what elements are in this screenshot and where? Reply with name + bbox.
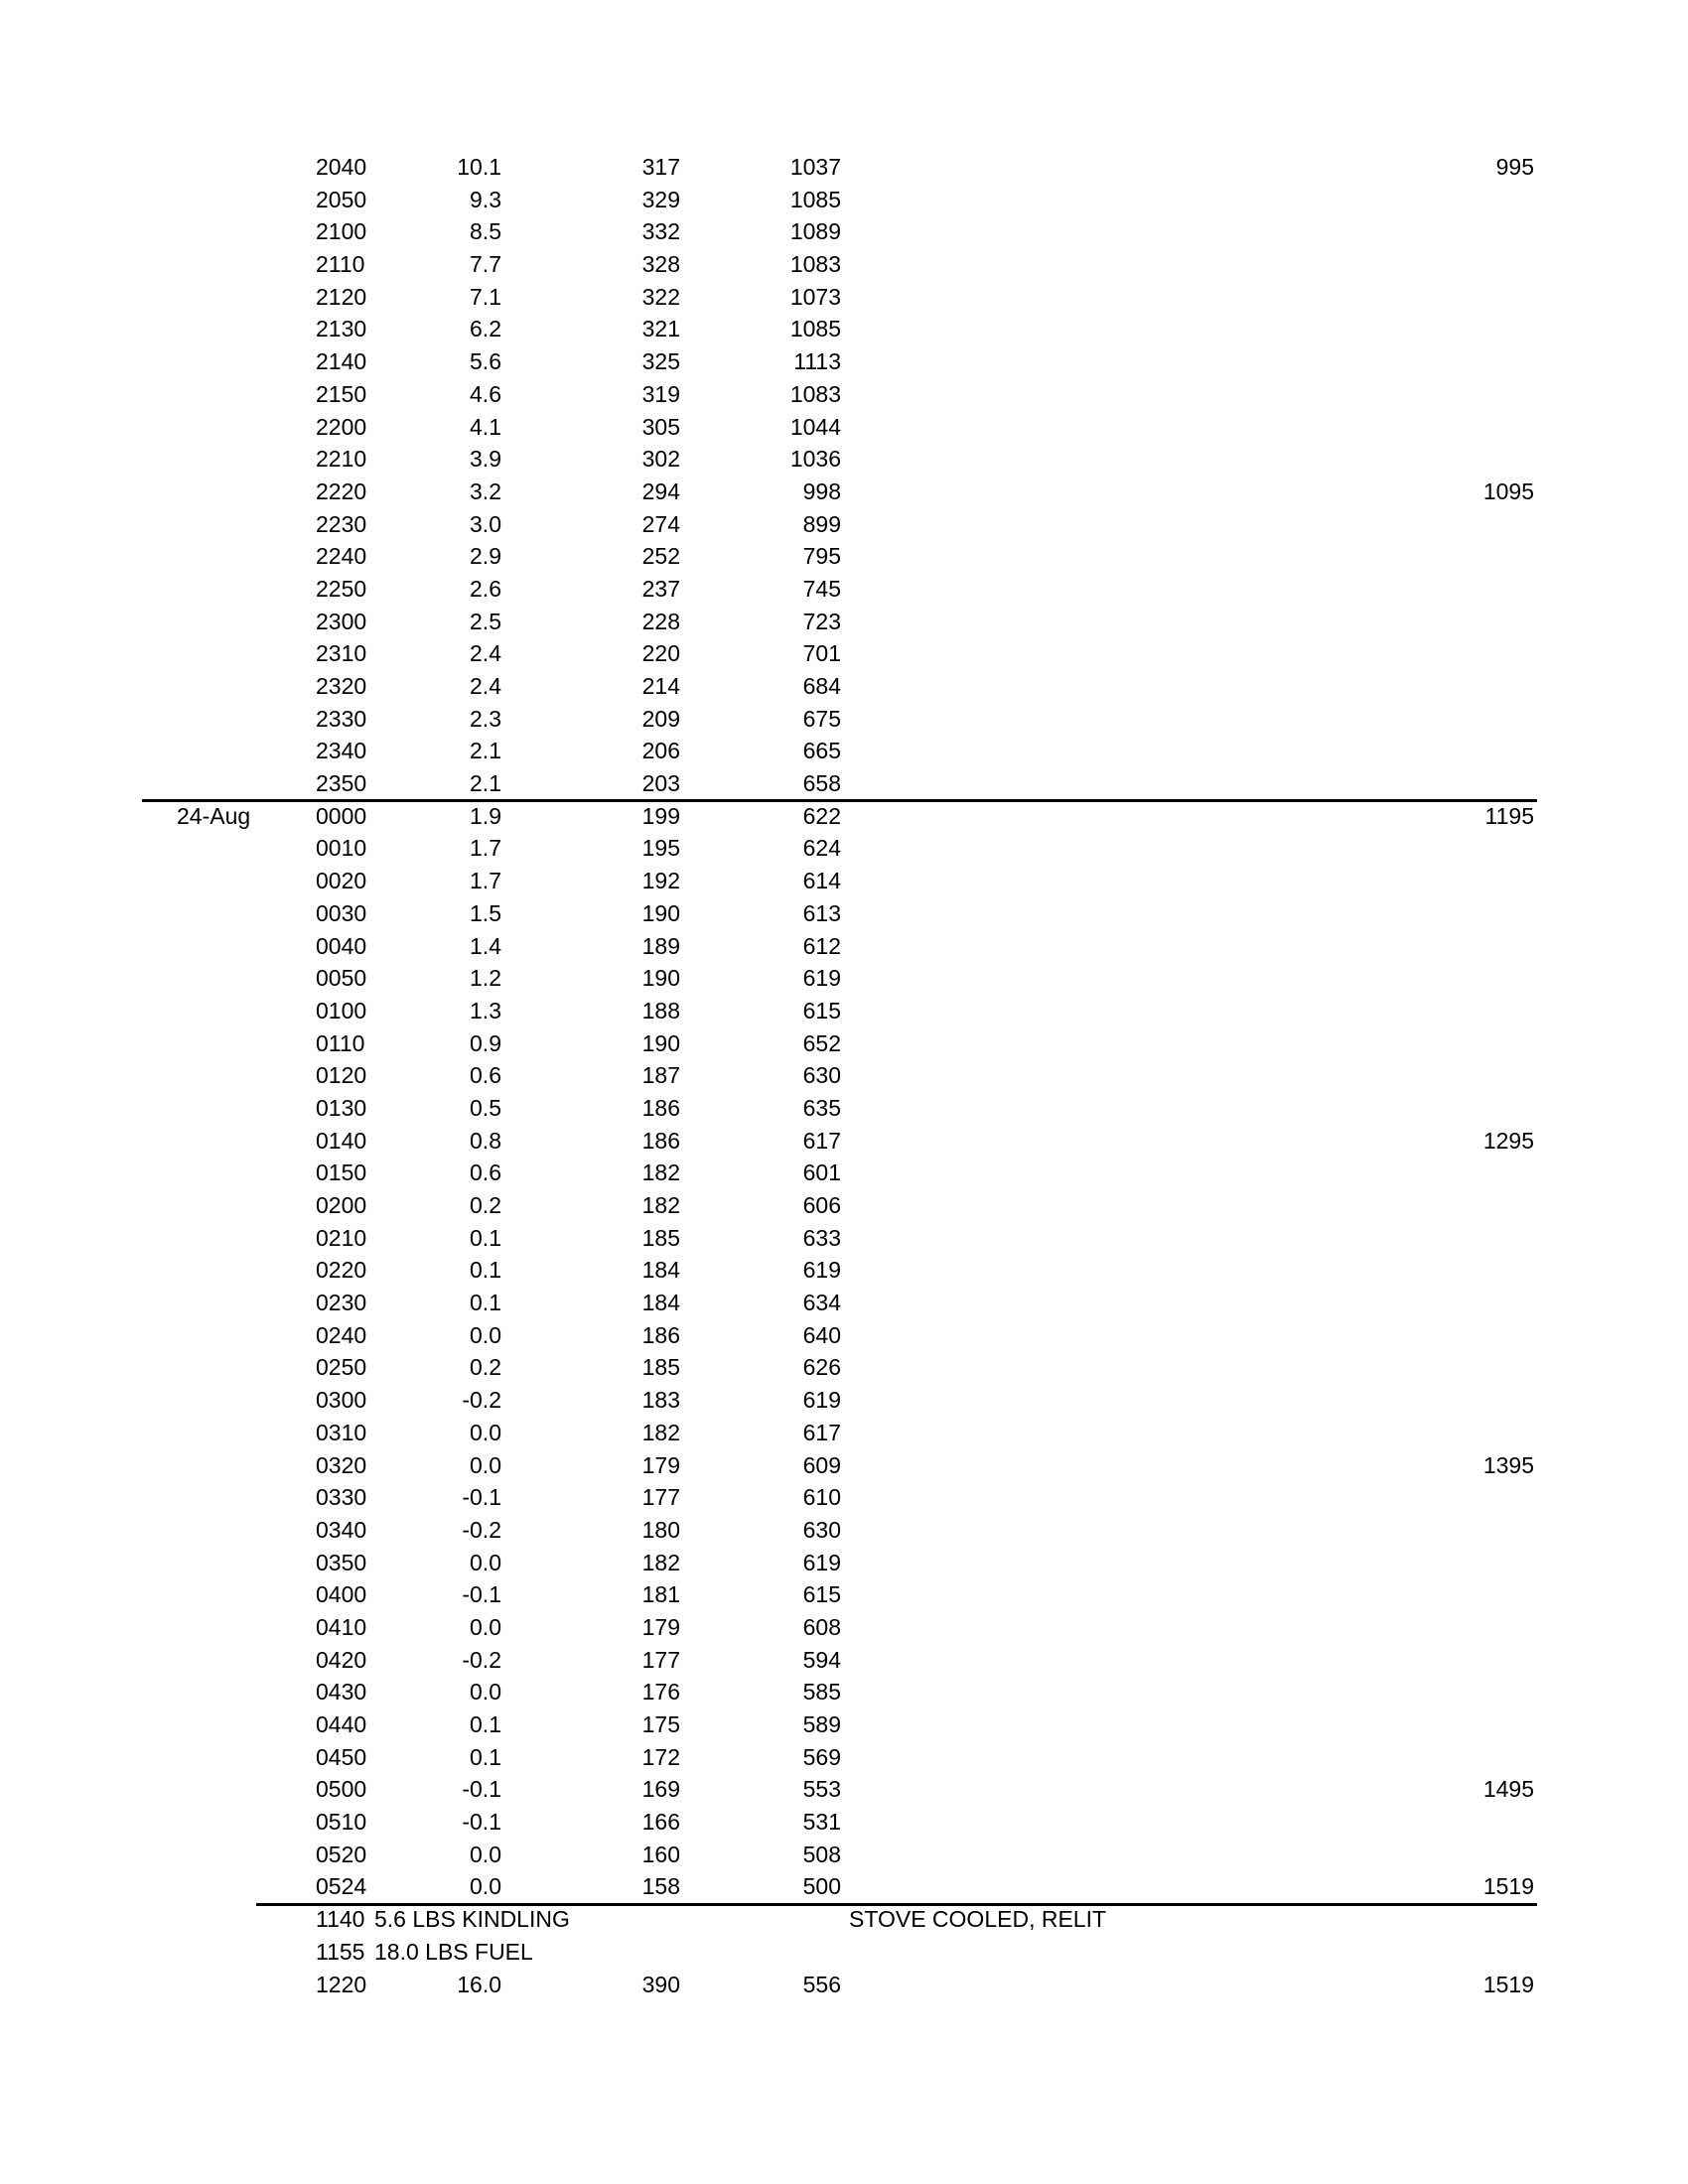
weight-cell: 1.9 [470, 802, 501, 829]
temp-2-cell: 634 [802, 1290, 841, 1316]
weight-cell: -0.1 [462, 1484, 501, 1511]
table-row [0, 1481, 1688, 1514]
weight-cell: 0.5 [470, 1094, 501, 1121]
weight-cell: 2.1 [470, 738, 501, 764]
date-cell: 24-Aug [177, 802, 251, 829]
data-sheet [0, 151, 1688, 2000]
weight-cell: 1.7 [470, 868, 501, 894]
temp-1-cell: 179 [641, 1613, 680, 1640]
running-total-cell: 1395 [1482, 1451, 1534, 1478]
temp-1-cell: 169 [641, 1776, 680, 1803]
temp-1-cell: 192 [641, 868, 680, 894]
temp-1-cell: 182 [641, 1192, 680, 1218]
table-row [0, 248, 1688, 281]
time-cell: 0340 [316, 1516, 367, 1543]
temp-1-cell: 214 [641, 673, 680, 699]
temp-2-cell: 612 [802, 932, 841, 959]
table-row [0, 1027, 1688, 1060]
table-row [0, 767, 1688, 800]
running-total-cell: 1195 [1484, 802, 1534, 829]
table-row [0, 313, 1688, 345]
weight-cell: 1.3 [470, 997, 501, 1024]
temp-2-cell: 1037 [789, 154, 841, 180]
weight-cell: -0.2 [462, 1516, 501, 1543]
time-cell: 0500 [316, 1776, 367, 1803]
table-row [0, 345, 1688, 378]
temp-2-cell: 508 [802, 1841, 841, 1867]
temp-2-cell: 1083 [789, 251, 841, 278]
weight-cell: 2.6 [470, 575, 501, 602]
weight-cell: 2.4 [470, 673, 501, 699]
table-row [0, 637, 1688, 670]
temp-2-cell: 614 [802, 868, 841, 894]
time-cell: 0450 [316, 1743, 367, 1770]
time-cell: 0120 [316, 1062, 367, 1089]
temp-1-cell: 228 [641, 608, 680, 634]
table-row [0, 1125, 1688, 1158]
temp-1-cell: 186 [641, 1094, 680, 1121]
table-row [0, 606, 1688, 638]
time-cell: 0330 [316, 1484, 367, 1511]
weight-cell: 0.2 [470, 1192, 501, 1218]
time-cell: 2230 [316, 510, 367, 537]
temp-2-cell: 899 [802, 510, 841, 537]
temp-1-cell: 252 [641, 543, 680, 570]
table-row [0, 443, 1688, 476]
temp-2-cell: 652 [802, 1029, 841, 1056]
time-cell: 2240 [316, 543, 367, 570]
time-cell: 2050 [316, 186, 367, 212]
temp-1-cell: 187 [641, 1062, 680, 1089]
time-cell: 2120 [316, 283, 367, 310]
time-cell: 0220 [316, 1257, 367, 1284]
temp-1-cell: 325 [641, 348, 680, 375]
weight-cell: 1.7 [470, 835, 501, 862]
temp-2-cell: 675 [802, 705, 841, 732]
weight-cell: 1.2 [470, 965, 501, 992]
table-row [0, 1059, 1688, 1092]
running-total-cell: 1295 [1482, 1127, 1534, 1154]
temp-1-cell: 184 [641, 1257, 680, 1284]
temp-2-cell: 617 [802, 1127, 841, 1154]
weight-cell: 0.1 [470, 1743, 501, 1770]
running-total-cell: 995 [1495, 154, 1534, 180]
temp-2-cell: 795 [802, 543, 841, 570]
temp-1-cell: 195 [641, 835, 680, 862]
temp-2-cell: 1036 [789, 446, 841, 473]
temp-2-cell: 624 [802, 835, 841, 862]
running-total-cell: 1095 [1482, 478, 1534, 504]
time-cell: 0040 [316, 932, 367, 959]
time-cell: 1140 [316, 1906, 365, 1933]
table-row [0, 865, 1688, 897]
note-cell: 18.0 LBS FUEL [374, 1938, 533, 1965]
note-row [0, 1903, 1688, 1936]
temp-1-cell: 172 [641, 1743, 680, 1770]
weight-cell: 2.9 [470, 543, 501, 570]
weight-cell: 2.3 [470, 705, 501, 732]
temp-1-cell: 180 [641, 1516, 680, 1543]
time-cell: 2210 [316, 446, 367, 473]
time-cell: 2310 [316, 640, 367, 667]
weight-cell: 4.1 [470, 413, 501, 440]
time-cell: 2250 [316, 575, 367, 602]
table-row [0, 476, 1688, 508]
temp-1-cell: 328 [641, 251, 680, 278]
temp-1-cell: 177 [641, 1646, 680, 1673]
temp-1-cell: 199 [641, 802, 680, 829]
weight-cell: -0.2 [462, 1646, 501, 1673]
time-cell: 0230 [316, 1290, 367, 1316]
table-row [0, 1189, 1688, 1222]
temp-2-cell: 531 [802, 1809, 841, 1836]
time-cell: 2040 [316, 154, 367, 180]
weight-cell: 0.0 [470, 1679, 501, 1706]
table-row [0, 1514, 1688, 1547]
weight-cell: 1.4 [470, 932, 501, 959]
weight-cell: 0.8 [470, 1127, 501, 1154]
table-row [0, 670, 1688, 703]
temp-2-cell: 635 [802, 1094, 841, 1121]
time-cell: 0130 [316, 1094, 367, 1121]
table-row [0, 995, 1688, 1027]
temp-1-cell: 175 [641, 1711, 680, 1737]
temp-2-cell: 615 [802, 1581, 841, 1608]
weight-cell: -0.1 [462, 1581, 501, 1608]
temp-1-cell: 182 [641, 1160, 680, 1186]
temp-1-cell: 332 [641, 218, 680, 245]
weight-cell: 0.0 [470, 1419, 501, 1445]
weight-cell: 0.1 [470, 1224, 501, 1251]
temp-2-cell: 745 [802, 575, 841, 602]
weight-cell: 7.1 [470, 283, 501, 310]
temp-2-cell: 617 [802, 1419, 841, 1445]
table-row [0, 1839, 1688, 1871]
temp-1-cell: 302 [641, 446, 680, 473]
temp-1-cell: 237 [641, 575, 680, 602]
time-cell: 2150 [316, 380, 367, 407]
temp-1-cell: 274 [641, 510, 680, 537]
weight-cell: 16.0 [457, 1971, 501, 1997]
temp-1-cell: 189 [641, 932, 680, 959]
weight-cell: 2.5 [470, 608, 501, 634]
table-row [0, 1449, 1688, 1482]
temp-2-cell: 1085 [789, 186, 841, 212]
temp-1-cell: 181 [641, 1581, 680, 1608]
time-cell: 0240 [316, 1321, 367, 1348]
temp-1-cell: 158 [641, 1873, 680, 1900]
table-row [0, 1611, 1688, 1644]
table-row [0, 1708, 1688, 1741]
temp-2-cell: 619 [802, 1549, 841, 1575]
weight-cell: 0.1 [470, 1711, 501, 1737]
weight-cell: 3.0 [470, 510, 501, 537]
temp-1-cell: 183 [641, 1387, 680, 1414]
table-row [0, 1806, 1688, 1839]
time-cell: 0520 [316, 1841, 367, 1867]
temp-2-cell: 589 [802, 1711, 841, 1737]
table-row [0, 411, 1688, 444]
table-row [0, 281, 1688, 314]
table-row [0, 540, 1688, 573]
time-cell: 0030 [316, 899, 367, 926]
weight-cell: 0.1 [470, 1257, 501, 1284]
time-cell: 2330 [316, 705, 367, 732]
table-row [0, 930, 1688, 963]
temp-2-cell: 630 [802, 1516, 841, 1543]
weight-cell: 3.2 [470, 478, 501, 504]
table-row [0, 1384, 1688, 1417]
temp-2-cell: 630 [802, 1062, 841, 1089]
weight-cell: 4.6 [470, 380, 501, 407]
temp-2-cell: 594 [802, 1646, 841, 1673]
temp-2-cell: 601 [802, 1160, 841, 1186]
weight-cell: 0.6 [470, 1062, 501, 1089]
temp-2-cell: 622 [802, 802, 841, 829]
weight-cell: 0.6 [470, 1160, 501, 1186]
temp-1-cell: 185 [641, 1224, 680, 1251]
table-row [0, 215, 1688, 248]
weight-cell: 0.0 [470, 1321, 501, 1348]
time-cell: 0010 [316, 835, 367, 862]
time-cell: 0430 [316, 1679, 367, 1706]
table-row [0, 151, 1688, 184]
temp-1-cell: 182 [641, 1549, 680, 1575]
temp-1-cell: 184 [641, 1290, 680, 1316]
temp-2-cell: 1083 [789, 380, 841, 407]
temp-1-cell: 160 [641, 1841, 680, 1867]
table-row [0, 508, 1688, 541]
time-cell: 0310 [316, 1419, 367, 1445]
temp-1-cell: 294 [641, 478, 680, 504]
time-cell: 0410 [316, 1613, 367, 1640]
temp-2-cell: 610 [802, 1484, 841, 1511]
time-cell: 2100 [316, 218, 367, 245]
table-row [0, 1254, 1688, 1287]
table-row [0, 800, 1688, 833]
temp-1-cell: 186 [641, 1321, 680, 1348]
temp-2-cell: 615 [802, 997, 841, 1024]
temp-1-cell: 179 [641, 1451, 680, 1478]
temp-2-cell: 684 [802, 673, 841, 699]
table-row [0, 184, 1688, 216]
temp-1-cell: 329 [641, 186, 680, 212]
temp-2-cell: 609 [802, 1451, 841, 1478]
table-row [0, 1870, 1688, 1903]
temp-2-cell: 585 [802, 1679, 841, 1706]
table-row [0, 1092, 1688, 1125]
time-cell: 0110 [316, 1029, 365, 1056]
time-cell: 0524 [316, 1873, 367, 1900]
table-row [0, 1417, 1688, 1449]
temp-2-cell: 619 [802, 965, 841, 992]
table-row [0, 1157, 1688, 1189]
table-row [0, 703, 1688, 736]
temp-1-cell: 190 [641, 1029, 680, 1056]
temp-2-cell: 553 [802, 1776, 841, 1803]
temp-1-cell: 177 [641, 1484, 680, 1511]
weight-cell: 7.7 [470, 251, 501, 278]
time-cell: 2300 [316, 608, 367, 634]
weight-cell: -0.1 [462, 1809, 501, 1836]
temp-1-cell: 186 [641, 1127, 680, 1154]
temp-1-cell: 190 [641, 899, 680, 926]
time-cell: 0020 [316, 868, 367, 894]
temp-1-cell: 322 [641, 283, 680, 310]
time-cell: 0200 [316, 1192, 367, 1218]
time-cell: 0050 [316, 965, 367, 992]
temp-2-cell: 1085 [789, 316, 841, 342]
table-row [0, 1741, 1688, 1774]
time-cell: 0420 [316, 1646, 367, 1673]
time-cell: 0140 [316, 1127, 367, 1154]
table-row [0, 1222, 1688, 1255]
temp-2-cell: 626 [802, 1354, 841, 1381]
temp-1-cell: 185 [641, 1354, 680, 1381]
weight-cell: 0.1 [470, 1290, 501, 1316]
table-row [0, 735, 1688, 767]
weight-cell: 2.4 [470, 640, 501, 667]
weight-cell: -0.2 [462, 1387, 501, 1414]
table-row [0, 573, 1688, 606]
temp-1-cell: 188 [641, 997, 680, 1024]
temp-2-cell: 1089 [789, 218, 841, 245]
time-cell: 2130 [316, 316, 367, 342]
temp-2-cell: 998 [802, 478, 841, 504]
temp-1-cell: 203 [641, 770, 680, 797]
table-row [0, 1676, 1688, 1708]
table-row [0, 1351, 1688, 1384]
temp-2-cell: 608 [802, 1613, 841, 1640]
temp-1-cell: 166 [641, 1809, 680, 1836]
weight-cell: 10.1 [457, 154, 501, 180]
temp-2-cell: 658 [802, 770, 841, 797]
temp-1-cell: 182 [641, 1419, 680, 1445]
weight-cell: 6.2 [470, 316, 501, 342]
time-cell: 0300 [316, 1387, 367, 1414]
table-row [0, 1773, 1688, 1806]
weight-cell: 0.2 [470, 1354, 501, 1381]
weight-cell: 1.5 [470, 899, 501, 926]
time-cell: 0210 [316, 1224, 367, 1251]
temp-2-cell: 500 [802, 1873, 841, 1900]
table-row [0, 1319, 1688, 1352]
weight-cell: 0.9 [470, 1029, 501, 1056]
temp-1-cell: 317 [641, 154, 680, 180]
time-cell: 0100 [316, 997, 367, 1024]
temp-2-cell: 569 [802, 1743, 841, 1770]
note-cell: 5.6 LBS KINDLING [374, 1906, 570, 1933]
weight-cell: 0.0 [470, 1613, 501, 1640]
weight-cell: 9.3 [470, 186, 501, 212]
temp-2-cell: 619 [802, 1257, 841, 1284]
table-row [0, 962, 1688, 995]
table-row [0, 1287, 1688, 1319]
time-cell: 0350 [316, 1549, 367, 1575]
running-total-cell: 1519 [1482, 1873, 1534, 1900]
running-total-cell: 1495 [1482, 1776, 1534, 1803]
temp-2-cell: 556 [802, 1971, 841, 1997]
time-cell: 2140 [316, 348, 367, 375]
time-cell: 2340 [316, 738, 367, 764]
time-cell: 2320 [316, 673, 367, 699]
section-divider-rule [256, 1903, 1537, 1906]
temp-2-cell: 1113 [793, 348, 841, 375]
temp-2-cell: 1044 [789, 413, 841, 440]
temp-1-cell: 220 [641, 640, 680, 667]
weight-cell: 0.0 [470, 1451, 501, 1478]
time-cell: 2220 [316, 478, 367, 504]
temp-1-cell: 206 [641, 738, 680, 764]
note-row [0, 1936, 1688, 1969]
weight-cell: 3.9 [470, 446, 501, 473]
table-row [0, 1644, 1688, 1677]
temp-2-cell: 665 [802, 738, 841, 764]
table-row [0, 1578, 1688, 1611]
temp-1-cell: 319 [641, 380, 680, 407]
time-cell: 0440 [316, 1711, 367, 1737]
date-divider-rule [142, 799, 1537, 802]
table-row [0, 832, 1688, 865]
running-total-cell: 1519 [1482, 1971, 1534, 1997]
time-cell: 0510 [316, 1809, 367, 1836]
temp-1-cell: 321 [641, 316, 680, 342]
time-cell: 2200 [316, 413, 367, 440]
weight-cell: 8.5 [470, 218, 501, 245]
weight-cell: 0.0 [470, 1873, 501, 1900]
temp-1-cell: 305 [641, 413, 680, 440]
time-cell: 2110 [316, 251, 365, 278]
temp-1-cell: 176 [641, 1679, 680, 1706]
weight-cell: 5.6 [470, 348, 501, 375]
table-row [0, 1547, 1688, 1579]
time-cell: 0150 [316, 1160, 367, 1186]
time-cell: 0250 [316, 1354, 367, 1381]
temp-1-cell: 209 [641, 705, 680, 732]
time-cell: 1220 [316, 1971, 367, 1997]
temp-1-cell: 390 [641, 1971, 680, 1997]
weight-cell: 0.0 [470, 1841, 501, 1867]
weight-cell: 0.0 [470, 1549, 501, 1575]
temp-2-cell: 619 [802, 1387, 841, 1414]
weight-cell: 2.1 [470, 770, 501, 797]
time-cell: 1155 [316, 1938, 365, 1965]
time-cell: 0320 [316, 1451, 367, 1478]
temp-2-cell: 723 [802, 608, 841, 634]
temp-1-cell: 190 [641, 965, 680, 992]
temp-2-cell: 633 [802, 1224, 841, 1251]
remark-cell: STOVE COOLED, RELIT [849, 1906, 1107, 1933]
time-cell: 0000 [316, 802, 367, 829]
table-row [0, 897, 1688, 930]
temp-2-cell: 606 [802, 1192, 841, 1218]
table-row-final [0, 1969, 1688, 2001]
temp-2-cell: 613 [802, 899, 841, 926]
temp-2-cell: 1073 [789, 283, 841, 310]
temp-2-cell: 701 [802, 640, 841, 667]
temp-2-cell: 640 [802, 1321, 841, 1348]
time-cell: 2350 [316, 770, 367, 797]
weight-cell: -0.1 [462, 1776, 501, 1803]
time-cell: 0400 [316, 1581, 367, 1608]
table-row [0, 378, 1688, 411]
